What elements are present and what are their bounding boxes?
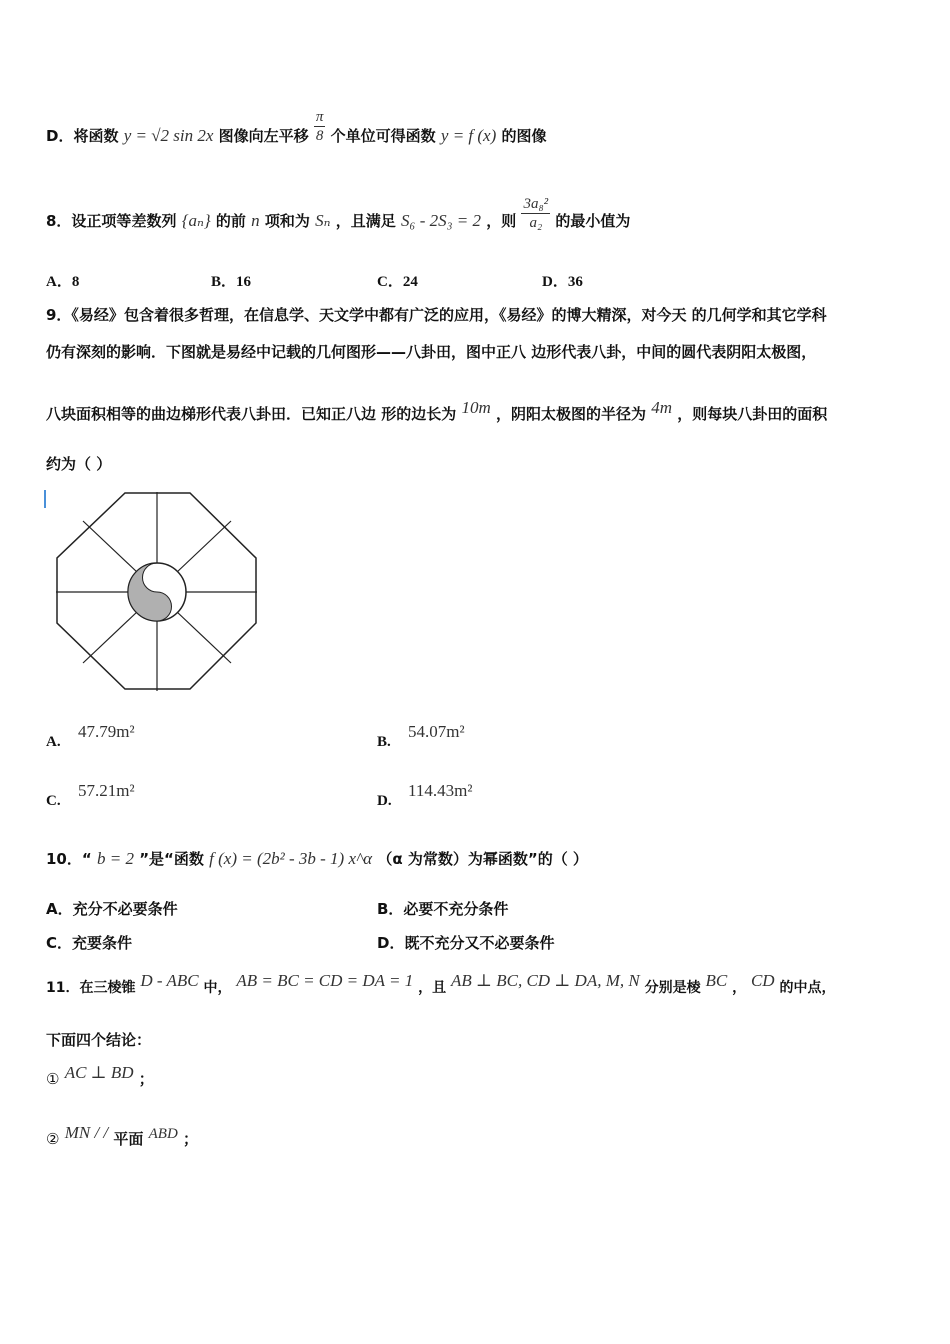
q9-side: 10m: [461, 398, 491, 417]
q11-conclusion-2: [46, 1123, 199, 1149]
q8-seq: {aₙ}: [181, 211, 211, 230]
q9-line2: 仍有深刻的影响．下图就是易经中记载的几何图形——八卦田，图中正八 边形代表八卦，中间的圆代表阴阳太极图，: [46, 343, 817, 361]
q11-text2: ，且: [418, 980, 447, 996]
q11-c1-math: AC ⊥ BD: [64, 1063, 134, 1082]
q9-option-d-label: D.: [377, 793, 392, 809]
q11-line2: 下面四个结论：: [46, 1031, 152, 1049]
q9-line3-a: 八块面积相等的曲边梯形代表八卦田．已知正八边 形的边长为: [46, 405, 457, 423]
q8-option-c: C．24: [377, 274, 418, 290]
q8-option-b: B．16: [211, 274, 252, 290]
q7d-label: D．将函数: [46, 127, 119, 145]
q11-c2-mark: ②: [46, 1130, 60, 1148]
q10-option-a: A．充分不必要条件: [46, 900, 178, 918]
q7d-text1: 图像向左平移: [218, 127, 309, 145]
q8-frac-den: a₂: [529, 215, 543, 231]
cursor-mark: [44, 490, 46, 508]
q10-option-c: C．充要条件: [46, 934, 133, 952]
q8-option-a: A．8: [46, 274, 80, 290]
q7d-fraction: [314, 108, 326, 145]
q10-option-b: B．必要不充分条件: [377, 900, 509, 918]
q9-radius: 4m: [651, 398, 673, 417]
q11-c2-end: ；: [183, 1130, 199, 1148]
q11-solid: D - ABC: [140, 971, 199, 990]
q9-option-b-value: 54.07m²: [408, 722, 465, 741]
q9-line3-c: ，则每块八卦田的面积: [677, 405, 828, 423]
q11-prefix: 11．在三棱锥: [46, 980, 136, 996]
q9-line1: 9．《易经》包含着很多哲理，在信息学、天文学中都有广泛的应用，《易经》的博大精深，对今天 的几何学和其它学科: [46, 306, 827, 324]
q8-sn: Sₙ: [315, 211, 331, 230]
q11-cd: CD: [750, 971, 775, 990]
q8-text1: 的前: [215, 212, 246, 230]
q7-option-d: [46, 109, 547, 155]
q9-line4: 约为（ ）: [46, 455, 112, 473]
q8-text2: 项和为: [264, 212, 310, 230]
q8-n: n: [251, 211, 260, 230]
q9-line3: [46, 398, 828, 424]
q11-text3: 分别是棱: [644, 980, 701, 996]
q10-text1: ”是“函数: [139, 850, 204, 868]
q11-c1-end: ；: [138, 1070, 154, 1088]
q10-cond: b = 2: [96, 849, 134, 868]
q9-line3-b: ，阴阳太极图的半径为: [495, 405, 646, 423]
q11-c2-math: MN / /: [64, 1123, 109, 1142]
q11-c2-text: 平面: [113, 1130, 144, 1148]
q9-option-b-label: B.: [377, 734, 391, 750]
q9-option-c-value: 57.21m²: [78, 781, 135, 800]
q11-eq: AB = BC = CD = DA = 1: [236, 971, 414, 990]
q8-text5: 的最小值为: [555, 212, 631, 230]
q11-perp: AB ⊥ BC, CD ⊥ DA, M, N: [450, 971, 640, 990]
q9-option-a-value: 47.79m²: [78, 722, 135, 741]
q11-comma: ，: [732, 980, 747, 996]
q8-cond: S₆ - 2S₃ = 2: [401, 211, 481, 230]
q8-text3: ，且满足: [335, 212, 396, 230]
q10-prefix: 10．“: [46, 850, 92, 868]
question-8: [46, 196, 631, 240]
q8-prefix: 8．设正项等差数列: [46, 212, 177, 230]
q7d-func2: y = f (x): [440, 126, 497, 145]
question-10: [46, 848, 588, 869]
q7d-frac-den: 8: [315, 128, 324, 144]
q10-func: f (x) = (2b² - 3b - 1) x^α: [209, 849, 373, 868]
q7d-text3: 的图像: [501, 127, 547, 145]
taiji-symbol: [128, 563, 186, 621]
q9-option-a-label: A.: [46, 734, 61, 750]
question-11: [46, 971, 836, 997]
q11-c2-plane: ABD: [148, 1126, 178, 1142]
q7d-text2: 个单位可得函数: [330, 127, 436, 145]
q8-text4: ，则: [486, 212, 517, 230]
q7d-frac-num: π: [315, 109, 324, 125]
bagua-field-figure: [50, 488, 265, 703]
q9-option-c-label: C.: [46, 793, 61, 809]
q8-frac-num: 3a₈²: [523, 196, 549, 212]
q10-text2: （α 为常数）为幂函数”的（ ）: [377, 850, 588, 868]
q7d-func: y = √2 sin 2x: [123, 126, 214, 145]
q11-conclusion-1: [46, 1063, 154, 1089]
q11-bc: BC: [705, 971, 728, 990]
q11-text1: 中，: [203, 980, 232, 996]
q8-option-d: D．36: [542, 274, 583, 290]
q8-fraction: [521, 195, 550, 232]
q9-option-d-value: 114.43m²: [408, 781, 473, 800]
q11-text4: 的中点，: [779, 980, 836, 996]
q10-option-d: D．既不充分又不必要条件: [377, 934, 555, 952]
q11-c1-mark: ①: [46, 1070, 60, 1088]
